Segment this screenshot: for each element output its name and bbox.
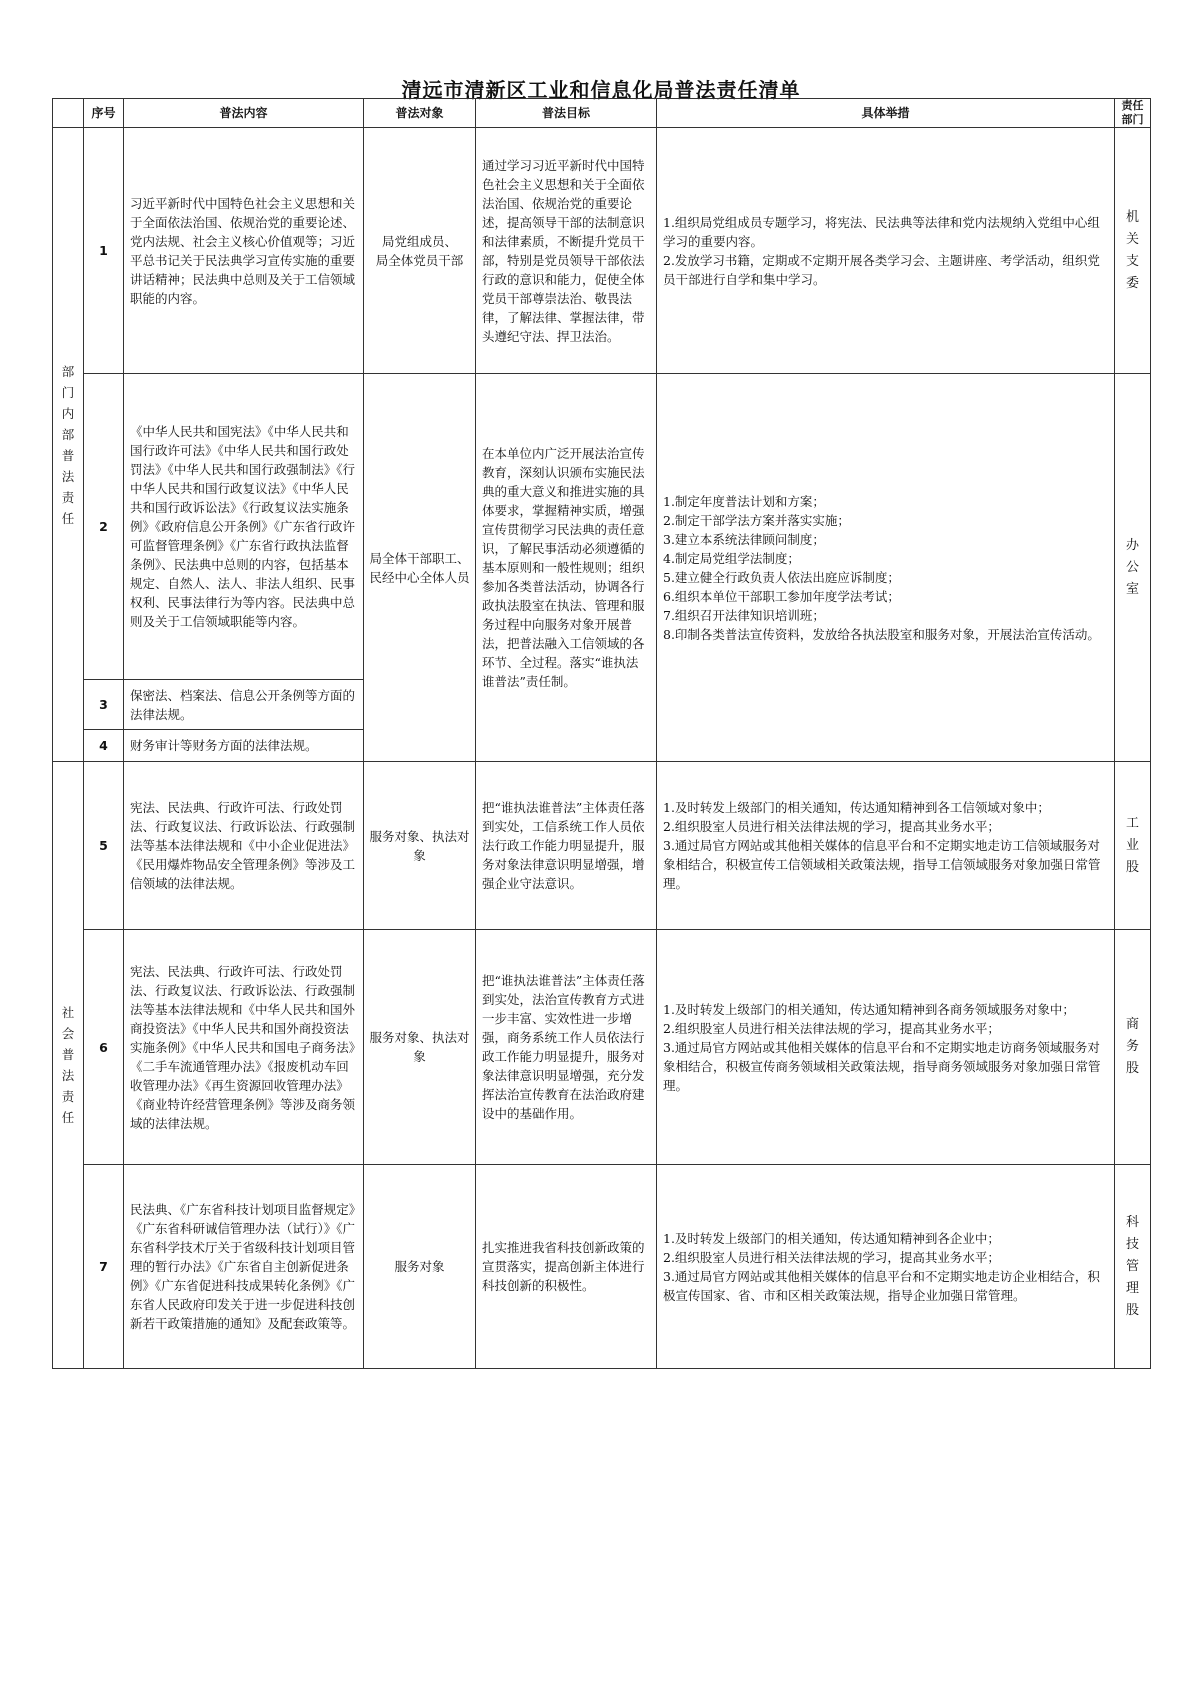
header-measures: 具体举措	[657, 99, 1115, 128]
row-object: 局全体干部职工、民经中心全体人员	[364, 374, 476, 762]
row-goal: 把“谁执法谁普法”主体责任落到实处，工信系统工作人员依法行政工作能力明显提升，服务对象法律意识明显增强，增强企业守法意识。	[476, 762, 657, 930]
header-goal: 普法目标	[476, 99, 657, 128]
row-seq: 7	[84, 1165, 124, 1369]
row-content: 宪法、民法典、行政许可法、行政处罚法、行政复议法、行政诉讼法、行政强制法等基本法律法规和《中华人民共和国外商投资法》《中华人民共和国外商投资法实施条例》《中华人民共和国电子商务法》《二手车流通管理办法》《报废机动车回收管理办法》《再生资源回收管理办法》《商业特许经营管理条例》等涉及商务领域的法律法规。	[124, 930, 364, 1165]
row-dept: 办公室	[1115, 374, 1151, 762]
row-seq: 5	[84, 762, 124, 930]
row-measures: 1.及时转发上级部门的相关通知，传达通知精神到各企业中； 2.组织股室人员进行相关法律法规的学习，提高其业务水平； 3.通过局官方网站或其他相关媒体的信息平台和不定期实地走访企业相结合，积极宣传国家、省、市和区相关政策法规，指导企业加强日常管理。	[657, 1165, 1115, 1369]
header-object: 普法对象	[364, 99, 476, 128]
row-measures: 1.及时转发上级部门的相关通知，传达通知精神到各商务领域服务对象中； 2.组织股室人员进行相关法律法规的学习，提高其业务水平； 3.通过局官方网站或其他相关媒体的信息平台和不定期实地走访商务领域服务对象相结合，积极宣传商务领域相关政策法规，指导商务领域服务对象加强日常管理。	[657, 930, 1115, 1165]
row-dept: 科技管理股	[1115, 1165, 1151, 1369]
header-seq: 序号	[84, 99, 124, 128]
table-row	[53, 930, 1151, 1165]
row-goal: 通过学习习近平新时代中国特色社会主义思想和关于全面依法治国、依规治党的重要论述，提高领导干部的法制意识和法律素质，不断提升党员干部，特别是党员领导干部依法行政的意识和能力，促使全体党员干部尊崇法治、敬畏法律，了解法律、掌握法律，带头遵纪守法、捍卫法治。	[476, 128, 657, 374]
row-content: 习近平新时代中国特色社会主义思想和关于全面依法治国、依规治党的重要论述、党内法规、社会主义核心价值观等；习近平总书记关于民法典学习宣传实施的重要讲话精神；民法典中总则及关于工信领域职能的内容。	[124, 128, 364, 374]
table-row	[53, 374, 1151, 680]
row-seq: 4	[84, 730, 124, 762]
row-goal: 在本单位内广泛开展法治宣传教育，深刻认识颁布实施民法典的重大意义和推进实施的具体要求，掌握精神实质，增强宣传贯彻学习民法典的责任意识，了解民事活动必须遵循的基本原则和一般性规则；组织参加各类普法活动，协调各行政执法股室在执法、管理和服务过程中向服务对象开展普法，把普法融入工信领域的各环节、全过程。落实“谁执法谁普法”责任制。	[476, 374, 657, 762]
row-object: 局党组成员、 局全体党员干部	[364, 128, 476, 374]
row-dept: 工业股	[1115, 762, 1151, 930]
row-object: 服务对象	[364, 1165, 476, 1369]
table-row	[53, 128, 1151, 374]
row-dept: 商务股	[1115, 930, 1151, 1165]
row-content: 保密法、档案法、信息公开条例等方面的法律法规。	[124, 680, 364, 730]
row-content: 《中华人民共和国宪法》《中华人民共和国行政许可法》《中华人民共和国行政处罚法》《中华人民共和国行政强制法》《行中华人民共和国行政复议法》《中华人民共和国行政诉讼法》《行政复议法实施条例》《政府信息公开条例》《广东省行政许可监督管理条例》《广东省行政执法监督条例》、民法典中总则的内容，包括基本规定、自然人、法人、非法人组织、民事权利、民事法律行为等内容。民法典中总则及关于工信领域职能等内容。	[124, 374, 364, 680]
page-title: 清远市清新区工业和信息化局普法责任清单	[401, 78, 801, 102]
table-row	[53, 1165, 1151, 1369]
responsibility-table	[52, 98, 1151, 1369]
header-dept: 责任部门	[1115, 99, 1151, 128]
row-object: 服务对象、执法对象	[364, 762, 476, 930]
row-seq: 1	[84, 128, 124, 374]
row-seq: 2	[84, 374, 124, 680]
row-seq: 3	[84, 680, 124, 730]
row-content: 民法典、《广东省科技计划项目监督规定》《广东省科研诚信管理办法（试行）》《广东省科学技术厅关于省级科技计划项目管理的暂行办法》《广东省自主创新促进条例》《广东省促进科技成果转化条例》《广东省人民政府印发关于进一步促进科技创新若干政策措施的通知》及配套政策等。	[124, 1165, 364, 1369]
header-category	[53, 99, 84, 128]
row-seq: 6	[84, 930, 124, 1165]
category-internal: 部门内部普法责任	[53, 128, 84, 762]
table-row	[53, 762, 1151, 930]
row-measures: 1.组织局党组成员专题学习，将宪法、民法典等法律和党内法规纳入党组中心组学习的重要内容。 2.发放学习书籍，定期或不定期开展各类学习会、主题讲座、考学活动，组织党员干部进行自学和集中学习。	[657, 128, 1115, 374]
row-dept: 机关支委	[1115, 128, 1151, 374]
row-measures: 1.及时转发上级部门的相关通知，传达通知精神到各工信领域对象中； 2.组织股室人员进行相关法律法规的学习，提高其业务水平； 3.通过局官方网站或其他相关媒体的信息平台和不定期实地走访工信领域服务对象相结合，积极宣传工信领域相关政策法规，指导工信领域服务对象加强日常管理。	[657, 762, 1115, 930]
row-content: 宪法、民法典、行政许可法、行政处罚法、行政复议法、行政诉讼法、行政强制法等基本法律法规和《中小企业促进法》《民用爆炸物品安全管理条例》等涉及工信领域的法律法规。	[124, 762, 364, 930]
header-content: 普法内容	[124, 99, 364, 128]
row-measures: 1.制定年度普法计划和方案； 2.制定干部学法方案并落实实施； 3.建立本系统法律顾问制度； 4.制定局党组学法制度； 5.建立健全行政负责人依法出庭应诉制度； 6.组织本单位干部职工参加年度学法考试； 7.组织召开法律知识培训班； 8.印制各类普法宣传资料，发放给各执法股室和服务对象，开展法治宣传活动。	[657, 374, 1115, 762]
row-goal: 扎实推进我省科技创新政策的宣贯落实，提高创新主体进行科技创新的积极性。	[476, 1165, 657, 1369]
row-content: 财务审计等财务方面的法律法规。	[124, 730, 364, 762]
header-row	[53, 99, 1151, 128]
row-object: 服务对象、执法对象	[364, 930, 476, 1165]
row-goal: 把“谁执法谁普法”主体责任落到实处，法治宣传教育方式进一步丰富、实效性进一步增强，商务系统工作人员依法行政工作能力明显提升，服务对象法律意识明显增强，充分发挥法治宣传教育在法治政府建设中的基础作用。	[476, 930, 657, 1165]
category-social: 社会普法责任	[53, 762, 84, 1369]
